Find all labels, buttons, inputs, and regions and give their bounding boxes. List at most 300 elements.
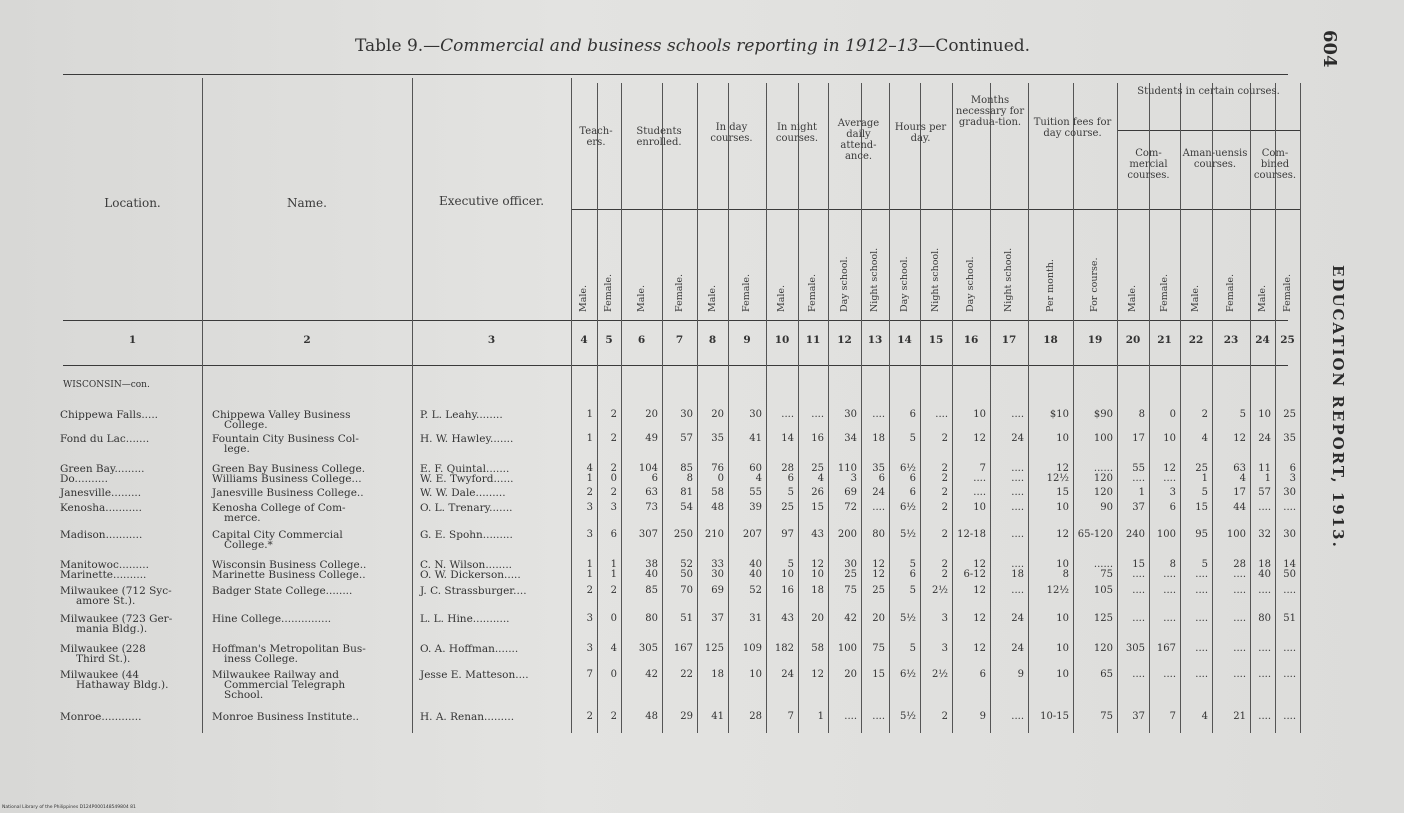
row-value-col12: 75	[844, 585, 857, 596]
row-value-col6: 80	[645, 613, 658, 624]
row-value-col25: 51	[1283, 613, 1296, 624]
header-enrolled: Students enrolled.	[636, 126, 682, 148]
row-value-col21: ....	[1163, 473, 1176, 484]
row-value-col20: 305	[1125, 643, 1145, 654]
row-value-col15: 2	[941, 711, 948, 722]
row-officer: H. A. Renan.........	[420, 711, 515, 723]
row-value-col8: 76	[711, 463, 724, 474]
subheader-female-9: Female.	[741, 273, 752, 312]
row-value-col9: 4	[755, 473, 762, 484]
row-value-col17: ....	[1011, 463, 1024, 474]
row-value-col10: 182	[774, 643, 794, 654]
row-value-col10: 14	[781, 433, 794, 444]
row-value-col11: 20	[811, 613, 824, 624]
row-value-col14: 5½	[899, 711, 916, 722]
colnum-2: 2	[303, 334, 311, 346]
row-value-col7: 30	[680, 409, 693, 420]
row-value-col10: 7	[787, 711, 794, 722]
row-value-col12: 72	[844, 502, 857, 513]
colnum-20: 20	[1125, 334, 1141, 346]
row-value-col18: 10	[1056, 613, 1069, 624]
row-value-col11: 10	[811, 569, 824, 580]
row-value-col8: 58	[711, 487, 724, 498]
row-value-col8: 30	[711, 569, 724, 580]
row-value-col6: 85	[645, 585, 658, 596]
row-value-col17: ....	[1011, 502, 1024, 513]
row-location-cont: amore St.).	[76, 595, 136, 607]
row-value-col6: 20	[645, 409, 658, 420]
row-value-col10: 10	[781, 569, 794, 580]
row-value-col13: 20	[872, 613, 885, 624]
row-value-col18: 12½	[1046, 585, 1069, 596]
row-value-col20: 1	[1138, 487, 1145, 498]
row-value-col12: 200	[837, 529, 857, 540]
row-value-col7: 51	[680, 613, 693, 624]
row-value-col11: 26	[811, 487, 824, 498]
row-value-col16: 10	[973, 502, 986, 513]
row-value-col13: 75	[872, 643, 885, 654]
subheader-night-school-17: Night school.	[1003, 247, 1014, 312]
row-value-col5: 2	[610, 487, 617, 498]
col-divider-4	[697, 83, 698, 733]
col-divider-10	[889, 83, 890, 733]
subheader-female-23: Female.	[1225, 273, 1236, 312]
row-value-col15: 2	[941, 502, 948, 513]
row-value-col25: ....	[1283, 585, 1296, 596]
row-value-col24: ....	[1258, 711, 1271, 722]
table-title	[355, 36, 1030, 56]
row-value-col20: ....	[1132, 569, 1145, 580]
row-value-col19: 125	[1093, 613, 1113, 624]
col-divider-main-0	[202, 78, 203, 733]
row-value-col8: 33	[711, 559, 724, 570]
subheader-male-6: Male.	[636, 284, 647, 312]
row-value-col19: 120	[1093, 487, 1113, 498]
row-value-col18: 10	[1056, 433, 1069, 444]
subheader-per-month-18: Per month.	[1045, 259, 1056, 312]
row-value-col11: 12	[811, 669, 824, 680]
row-officer: E. F. Quintal.......	[420, 463, 510, 475]
header-day-courses: In day courses.	[710, 122, 753, 144]
row-value-col11: ....	[811, 409, 824, 420]
row-value-col19: 75	[1100, 569, 1113, 580]
col-divider-15	[1073, 83, 1074, 733]
row-value-col10: 16	[781, 585, 794, 596]
row-value-col21: ....	[1163, 585, 1176, 596]
subheader-male-4: Male.	[578, 284, 589, 312]
row-value-col6: 6	[651, 473, 658, 484]
row-value-col13: 35	[872, 463, 885, 474]
row-location: Milwaukee (723 Ger-	[60, 613, 173, 625]
colnum-25: 25	[1280, 334, 1295, 346]
header-night-courses: In night courses.	[775, 122, 819, 144]
row-value-col10: 24	[781, 669, 794, 680]
row-name: Williams Business College...	[212, 473, 362, 485]
row-name-cont: lege.	[224, 443, 250, 455]
row-value-col19: 65-120	[1077, 529, 1113, 540]
rule-group	[571, 209, 1300, 210]
row-value-col17: ....	[1011, 473, 1024, 484]
row-value-col8: 37	[711, 613, 724, 624]
row-value-col23: 63	[1233, 463, 1246, 474]
row-value-col24: 57	[1258, 487, 1271, 498]
row-name: Fountain City Business Col-	[212, 433, 359, 445]
row-officer: O. W. Dickerson.....	[420, 569, 521, 581]
row-value-col7: 29	[680, 711, 693, 722]
row-value-col17: ....	[1011, 487, 1024, 498]
row-value-col24: ....	[1258, 669, 1271, 680]
row-value-col8: 125	[704, 643, 724, 654]
row-name-cont: merce.	[224, 512, 261, 524]
row-value-col5: 1	[610, 569, 617, 580]
row-value-col24: ....	[1258, 502, 1271, 513]
row-location-cont: Hathaway Bldg.).	[76, 679, 169, 691]
subheader-day-school-14: Day school.	[899, 256, 910, 312]
row-value-col24: 24	[1258, 433, 1271, 444]
row-value-col12: 3	[850, 473, 857, 484]
row-value-col5: 0	[610, 613, 617, 624]
col-divider-1	[597, 83, 598, 733]
row-value-col23: 21	[1233, 711, 1246, 722]
row-value-col4: 1	[586, 473, 593, 484]
row-value-col20: ....	[1132, 473, 1145, 484]
subheader-day-school-12: Day school.	[839, 256, 850, 312]
row-value-col11: 12	[811, 559, 824, 570]
row-value-col14: 5	[909, 559, 916, 570]
header-tuition: Tuition fees for day course.	[1033, 117, 1112, 139]
row-value-col9: 10	[749, 669, 762, 680]
row-value-col17: 24	[1011, 643, 1024, 654]
row-value-col22: 95	[1195, 529, 1208, 540]
subheader-female-25: Female.	[1282, 273, 1293, 312]
row-value-col8: 0	[717, 473, 724, 484]
row-value-col14: 6½	[899, 502, 916, 513]
colnum-7: 7	[675, 334, 684, 346]
row-value-col13: ....	[872, 711, 885, 722]
row-value-col19: 120	[1093, 473, 1113, 484]
row-name: Janesville Business College..	[212, 487, 364, 499]
row-value-col12: 34	[844, 433, 857, 444]
row-value-col25: 14	[1283, 559, 1296, 570]
colnum-11: 11	[805, 334, 821, 346]
row-value-col7: 57	[680, 433, 693, 444]
row-value-col11: 1	[817, 711, 824, 722]
row-value-col10: 6	[787, 473, 794, 484]
row-value-col10: 43	[781, 613, 794, 624]
rule-head-bottom	[63, 320, 1288, 321]
row-value-col25: 3	[1289, 473, 1296, 484]
row-value-col13: 25	[872, 585, 885, 596]
row-value-col13: 12	[872, 559, 885, 570]
row-value-col9: 39	[749, 502, 762, 513]
row-value-col23: ....	[1233, 613, 1246, 624]
row-name: Milwaukee Railway and	[212, 669, 339, 681]
col-divider-8	[828, 83, 829, 733]
subheader-female-5: Female.	[603, 273, 614, 312]
row-value-col13: 12	[872, 569, 885, 580]
row-name: Wisconsin Business College..	[212, 559, 367, 571]
row-value-col24: 10	[1258, 409, 1271, 420]
row-value-col15: 2	[941, 569, 948, 580]
col-divider-13	[990, 83, 991, 733]
row-value-col16: 12	[973, 613, 986, 624]
colnum-14: 14	[897, 334, 912, 346]
row-value-col8: 20	[711, 409, 724, 420]
row-officer: C. N. Wilson........	[420, 559, 513, 571]
row-value-col4: 3	[586, 613, 593, 624]
col-divider-3	[662, 83, 663, 733]
row-value-col13: 18	[872, 433, 885, 444]
row-value-col20: ....	[1132, 585, 1145, 596]
colnum-9: 9	[743, 334, 751, 346]
row-location-cont: Third St.).	[76, 653, 131, 665]
subheader-male-20: Male.	[1127, 284, 1138, 312]
row-officer: H. W. Hawley.......	[420, 433, 514, 445]
header-months: Months necessary for gradua-tion.	[955, 95, 1025, 128]
title-italic: Commercial and business schools reporting in 1912–13	[440, 36, 919, 56]
row-value-col5: 2	[610, 711, 617, 722]
row-value-col4: 3	[586, 529, 593, 540]
row-value-col21: 12	[1163, 463, 1176, 474]
row-value-col10: 5	[787, 487, 794, 498]
row-value-col21: 0	[1169, 409, 1176, 420]
row-value-col12: 69	[844, 487, 857, 498]
row-name: Marinette Business College..	[212, 569, 366, 581]
row-value-col7: 8	[686, 473, 693, 484]
row-value-col24: 18	[1258, 559, 1271, 570]
row-value-col15: 2	[941, 559, 948, 570]
row-value-col25: 35	[1283, 433, 1296, 444]
row-name-cont: College.*	[224, 539, 273, 551]
row-value-col10: 5	[787, 559, 794, 570]
row-value-col7: 52	[680, 559, 693, 570]
row-value-col12: 100	[837, 643, 857, 654]
header-officer: Executive officer.	[438, 194, 545, 208]
row-value-col14: 6½	[899, 463, 916, 474]
row-value-col17: ....	[1011, 529, 1024, 540]
row-value-col17: ....	[1011, 409, 1024, 420]
row-value-col20: 37	[1132, 502, 1145, 513]
row-value-col18: $10	[1049, 409, 1069, 420]
row-value-col22: ....	[1195, 569, 1208, 580]
row-value-col24: 11	[1258, 463, 1271, 474]
row-value-col12: ....	[844, 711, 857, 722]
row-value-col24: 32	[1258, 529, 1271, 540]
row-value-col23: ....	[1233, 643, 1246, 654]
row-value-col6: 63	[645, 487, 658, 498]
row-value-col4: 2	[586, 487, 593, 498]
row-value-col20: 15	[1132, 559, 1145, 570]
row-value-col16: 12	[973, 643, 986, 654]
row-value-col14: 5	[909, 643, 916, 654]
title-suffix: —Continued.	[918, 36, 1031, 56]
footer-note: National Library of the Philippines D124P000148549804 81	[2, 805, 136, 810]
row-value-col18: 10	[1056, 502, 1069, 513]
colnum-23: 23	[1223, 334, 1239, 346]
row-location: Do..........	[60, 473, 108, 485]
row-value-col4: 1	[586, 569, 593, 580]
row-value-col22: ....	[1195, 585, 1208, 596]
row-value-col9: 28	[749, 711, 762, 722]
row-name-cont: School.	[224, 689, 264, 701]
row-value-col9: 207	[742, 529, 762, 540]
row-value-col23: ....	[1233, 669, 1246, 680]
row-value-col20: 37	[1132, 711, 1145, 722]
page-number: 604	[1319, 30, 1340, 68]
row-value-col21: 10	[1163, 433, 1176, 444]
row-value-col22: 15	[1195, 502, 1208, 513]
row-value-col18: 15	[1056, 487, 1069, 498]
row-value-col10: 97	[781, 529, 794, 540]
col-divider-22	[1300, 83, 1301, 733]
row-location: Milwaukee (712 Syc-	[60, 585, 172, 597]
col-divider-2	[621, 83, 622, 733]
row-officer: W. W. Dale.........	[420, 487, 506, 499]
row-officer: P. L. Leahy........	[420, 409, 503, 421]
row-value-col19: 90	[1100, 502, 1113, 513]
row-value-col22: 2	[1201, 409, 1208, 420]
row-value-col17: 24	[1011, 433, 1024, 444]
subheader-male-24: Male.	[1257, 284, 1268, 312]
row-officer: O. A. Hoffman.......	[420, 643, 519, 655]
row-value-col11: 15	[811, 502, 824, 513]
row-location: Monroe............	[60, 711, 142, 723]
colnum-13: 13	[867, 334, 883, 346]
row-value-col17: ....	[1011, 711, 1024, 722]
row-value-col9: 41	[749, 433, 762, 444]
subheader-for-course-19: For course.	[1089, 257, 1100, 312]
row-value-col17: 9	[1017, 669, 1024, 680]
colnum-1: 1	[128, 334, 137, 346]
row-value-col7: 50	[680, 569, 693, 580]
row-value-col13: 80	[872, 529, 885, 540]
row-value-col5: 6	[610, 529, 617, 540]
row-value-col10: ....	[781, 409, 794, 420]
row-value-col6: 305	[638, 643, 658, 654]
row-value-col16: ....	[973, 487, 986, 498]
row-value-col23: 4	[1239, 473, 1246, 484]
row-name-cont: Commercial Telegraph	[224, 679, 346, 691]
row-value-col18: 10	[1056, 669, 1069, 680]
subheader-female-21: Female.	[1159, 273, 1170, 312]
col-divider-9	[861, 83, 862, 733]
row-location: Green Bay.........	[60, 463, 145, 475]
colnum-19: 19	[1087, 334, 1103, 346]
row-value-col21: 8	[1169, 559, 1176, 570]
row-value-col16: ....	[973, 473, 986, 484]
row-location: Milwaukee (228	[60, 643, 146, 655]
row-value-col6: 48	[645, 711, 658, 722]
row-value-col16: 12	[973, 433, 986, 444]
row-value-col7: 54	[680, 502, 693, 513]
row-value-col23: 5	[1239, 409, 1246, 420]
header-attendance: Average daily attend-ance.	[837, 118, 880, 162]
col-divider-11	[920, 83, 921, 733]
row-value-col24: 80	[1258, 613, 1271, 624]
col-divider-main-1	[412, 78, 413, 733]
row-value-col17: ....	[1011, 585, 1024, 596]
row-value-col14: 5½	[899, 613, 916, 624]
colnum-5: 5	[605, 334, 613, 346]
row-value-col7: 81	[680, 487, 693, 498]
row-value-col11: 18	[811, 585, 824, 596]
row-value-col7: 85	[680, 463, 693, 474]
row-location: Manitowoc.........	[60, 559, 149, 571]
row-value-col5: 0	[610, 669, 617, 680]
header-teachers: Teach-ers.	[579, 126, 613, 148]
row-value-col22: ....	[1195, 613, 1208, 624]
row-value-col14: 6	[909, 473, 916, 484]
row-value-col9: 60	[749, 463, 762, 474]
row-name: Badger State College........	[212, 585, 353, 597]
row-value-col18: 10	[1056, 643, 1069, 654]
subheader-female-7: Female.	[674, 273, 685, 312]
row-value-col19: $90	[1093, 409, 1113, 420]
row-value-col12: 42	[844, 613, 857, 624]
colnum-15: 15	[928, 334, 944, 346]
row-value-col8: 69	[711, 585, 724, 596]
row-name: Monroe Business Institute..	[212, 711, 360, 723]
row-value-col16: 9	[979, 711, 986, 722]
colnum-17: 17	[1001, 334, 1017, 346]
row-value-col21: 6	[1169, 502, 1176, 513]
row-value-col5: 3	[610, 502, 617, 513]
row-value-col4: 3	[586, 502, 593, 513]
row-value-col24: 1	[1264, 473, 1271, 484]
row-location: Marinette..........	[60, 569, 147, 581]
row-value-col23: 100	[1226, 529, 1246, 540]
row-name: Kenosha College of Com-	[212, 502, 346, 514]
row-value-col15: 2½	[931, 585, 948, 596]
row-value-col21: ....	[1163, 669, 1176, 680]
row-value-col4: 3	[586, 643, 593, 654]
row-value-col23: 17	[1233, 487, 1246, 498]
row-value-col15: 2	[941, 433, 948, 444]
col-divider-14	[1028, 83, 1029, 733]
row-value-col20: 17	[1132, 433, 1145, 444]
row-value-col15: 3	[941, 643, 948, 654]
row-value-col25: ....	[1283, 669, 1296, 680]
row-value-col25: 30	[1283, 487, 1296, 498]
row-name-cont: iness College.	[224, 653, 299, 665]
row-value-col6: 49	[645, 433, 658, 444]
row-value-col9: 30	[749, 409, 762, 420]
row-value-col9: 109	[742, 643, 762, 654]
state-heading: WISCONSIN—con.	[63, 380, 150, 390]
row-value-col9: 40	[749, 559, 762, 570]
row-value-col23: 12	[1233, 433, 1246, 444]
row-value-col23: ....	[1233, 585, 1246, 596]
row-value-col25: 6	[1289, 463, 1296, 474]
colnum-22: 22	[1188, 334, 1204, 346]
row-value-col13: ....	[872, 409, 885, 420]
row-value-col16: 12	[973, 585, 986, 596]
row-value-col22: 1	[1201, 473, 1208, 484]
row-value-col13: ....	[872, 502, 885, 513]
row-officer: L. L. Hine...........	[420, 613, 510, 625]
row-value-col5: 2	[610, 585, 617, 596]
row-value-col10: 28	[781, 463, 794, 474]
colnum-8: 8	[708, 334, 717, 346]
row-value-col13: 24	[872, 487, 885, 498]
colnum-18: 18	[1043, 334, 1058, 346]
row-officer: G. E. Spohn.........	[420, 529, 513, 541]
row-value-col18: 10	[1056, 559, 1069, 570]
row-value-col14: 5	[909, 585, 916, 596]
row-value-col16: 6	[979, 669, 986, 680]
row-value-col20: ....	[1132, 669, 1145, 680]
colnum-4: 4	[580, 334, 588, 346]
